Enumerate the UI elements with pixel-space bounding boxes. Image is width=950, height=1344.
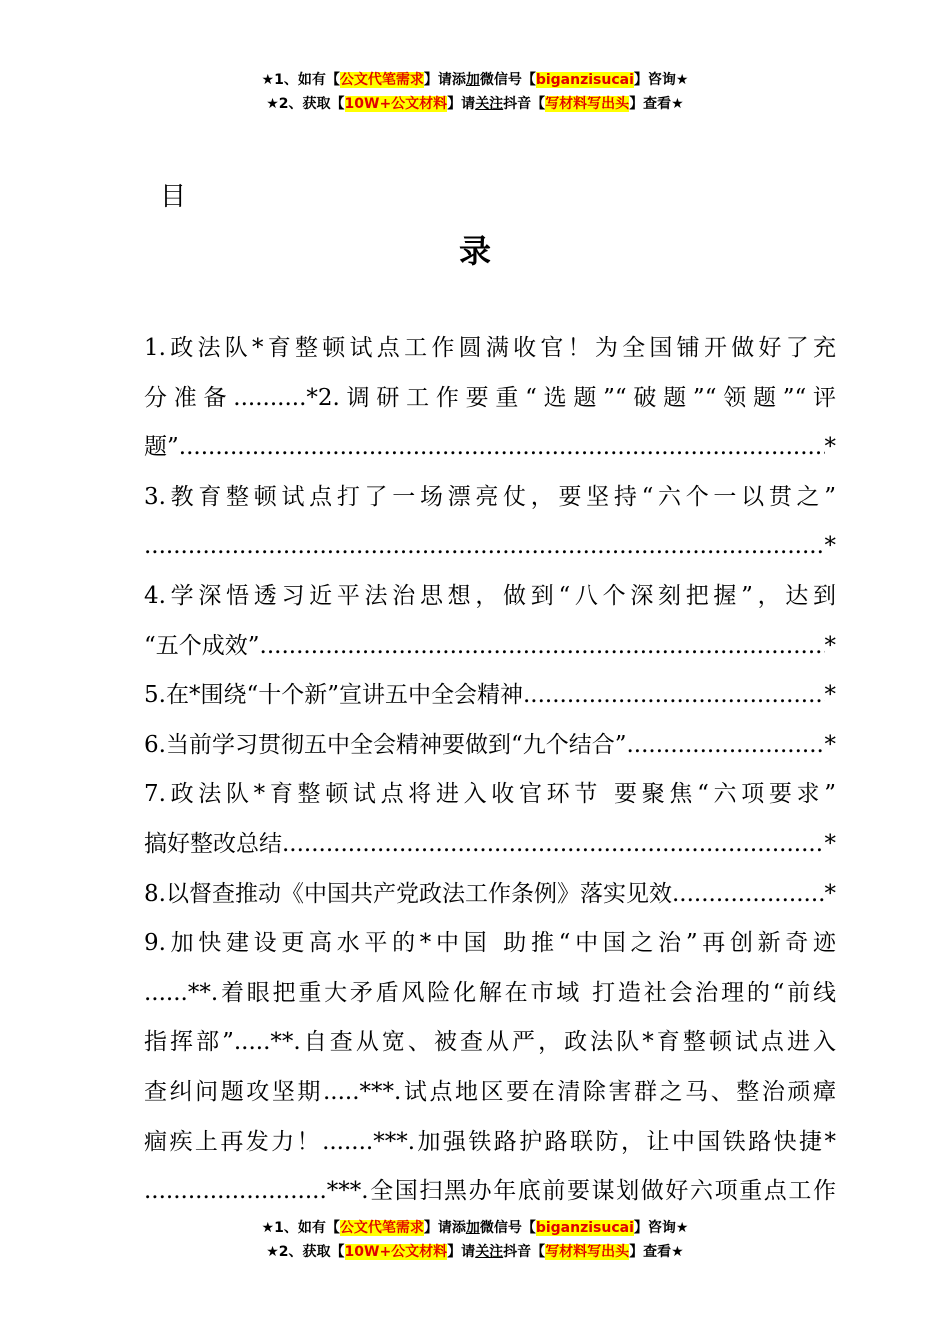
toc-line: 4.学深悟透习近平法治思想，做到“八个深刻把握”，达到: [144, 582, 836, 609]
toc-entry-text: 8.以督查推动《中国共产党政法工作条例》落实见效: [144, 880, 672, 907]
dot-leader: [179, 423, 825, 473]
toc-line: 1.政法队*育整顿试点工作圆满收官！为全国铺开做好了充: [144, 335, 836, 361]
banner-line-2: [0, 92, 950, 116]
toc-page-number: *: [824, 880, 836, 907]
banner-text: 】请添: [423, 1220, 466, 1236]
banner-underlined: 关注: [475, 96, 504, 112]
banner-text: ★2、获取【: [266, 1244, 345, 1260]
banner-text: ★1、如有【: [261, 1220, 340, 1236]
toc-line: 指挥部”.....**.自查从宽、被查从严，政法队*育整顿试点进入: [144, 1029, 836, 1056]
banner-text: 】请添: [423, 72, 466, 88]
toc-line: 9.加快建设更高水平的*中国 助推“中国之治”再创新奇迹: [144, 930, 836, 957]
banner-text: 】查看★: [629, 1244, 684, 1260]
toc-page-number: *: [824, 632, 836, 659]
table-of-contents: [144, 324, 836, 1217]
toc-line: .........................***.全国扫黑办年底前要谋划做好六项重点工作: [144, 1178, 836, 1205]
toc-line: 分准备..........*2.调研工作要重“选题”“破题”“领题”“评: [144, 384, 836, 411]
banner-underlined: 加: [465, 72, 480, 88]
banner-text: 】请: [447, 1244, 476, 1260]
banner-highlight: 公文代笔需求: [339, 72, 424, 88]
banner-text: 】咨询★: [633, 1220, 689, 1236]
toc-entry-text: 5.在*围绕“十个新”宣讲五中全会精神: [144, 682, 523, 709]
toc-page-number: *: [824, 830, 836, 857]
toc-line: [144, 820, 836, 870]
toc-line: [144, 622, 836, 672]
toc-line: [144, 423, 836, 473]
banner-text: 微信号【: [479, 1220, 536, 1236]
dot-leader: [626, 721, 824, 771]
toc-title-part-1: 目: [160, 182, 187, 212]
banner-text: ★2、获取【: [266, 96, 345, 112]
toc-line: [144, 671, 836, 721]
banner-text: ★1、如有【: [261, 72, 340, 88]
toc-page-number: *: [824, 682, 836, 709]
banner-highlight: 写材料写出头: [545, 96, 630, 112]
banner-line-2: [0, 1240, 950, 1264]
toc-line: [144, 870, 836, 920]
dot-leader: [672, 870, 825, 920]
dot-leader: [144, 522, 825, 572]
toc-entry-text: 题”: [144, 434, 179, 461]
banner-text: 抖音【: [503, 1244, 546, 1260]
toc-entry-text: 搞好整改总结: [144, 830, 282, 857]
header-banner: [0, 68, 950, 116]
toc-page-number: *: [824, 731, 836, 758]
banner-line-1: [0, 68, 950, 92]
banner-text: 抖音【: [503, 96, 546, 112]
toc-line: [144, 721, 836, 771]
toc-line: 痼疾上再发力！.......***.加强铁路护路联防，让中国铁路快捷*: [144, 1128, 836, 1155]
toc-page-number: *: [824, 533, 836, 560]
banner-highlight: 10W+公文材料: [344, 1244, 448, 1260]
toc-entry-text: 6.当前学习贯彻五中全会精神要做到“九个结合”: [144, 731, 627, 758]
dot-leader: [260, 622, 825, 672]
banner-highlight: 公文代笔需求: [339, 1220, 424, 1236]
banner-highlight: 10W+公文材料: [344, 96, 448, 112]
banner-underlined: 加: [465, 1220, 480, 1236]
banner-text: 】请: [447, 96, 476, 112]
banner-text: 】咨询★: [633, 72, 689, 88]
banner-text: 】查看★: [629, 96, 684, 112]
banner-underlined: 关注: [475, 1244, 504, 1260]
banner-text: 微信号【: [479, 72, 536, 88]
toc-line: ......**.着眼把重大矛盾风险化解在市域 打造社会治理的“前线: [144, 979, 836, 1006]
banner-highlight: biganzisucai: [535, 1220, 634, 1236]
banner-line-1: [0, 1216, 950, 1240]
dot-leader: [282, 820, 825, 870]
toc-page-number: *: [824, 434, 836, 461]
toc-line: [144, 522, 836, 572]
toc-line: 3.教育整顿试点打了一场漂亮仗，要坚持“六个一以贯之”: [144, 483, 836, 510]
toc-line: 查纠问题攻坚期.....***.试点地区要在清除害群之马、整治顽瘴: [144, 1078, 836, 1105]
toc-entry-text: “五个成效”: [144, 632, 260, 659]
banner-highlight: 写材料写出头: [545, 1244, 630, 1260]
banner-highlight: biganzisucai: [535, 72, 634, 88]
toc-line: 7.政法队*育整顿试点将进入收官环节 要聚焦“六项要求”: [144, 781, 836, 808]
toc-title-part-2: 录: [458, 232, 491, 270]
footer-banner: [0, 1216, 950, 1264]
dot-leader: [523, 671, 825, 721]
